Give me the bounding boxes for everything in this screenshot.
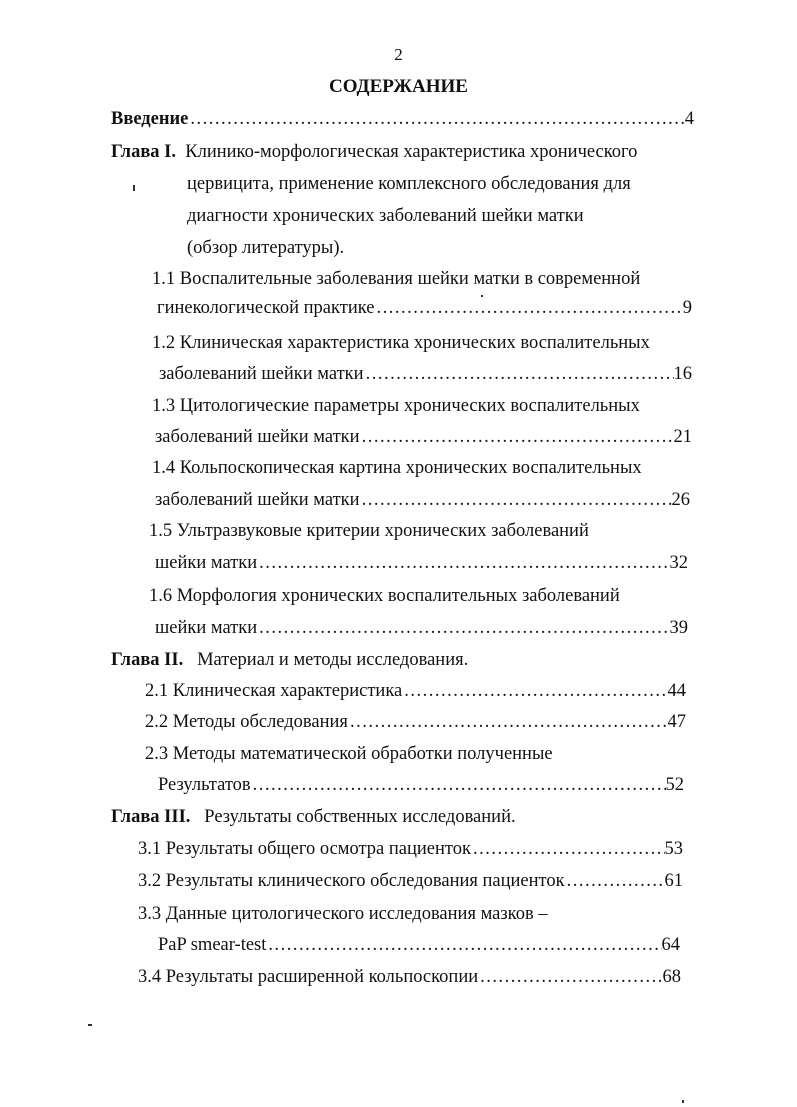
toc-entry-1-1 (157, 297, 692, 319)
toc-entry-2-2 (145, 711, 686, 733)
toc-entry-3-3-line: 3.3 Данные цитологического исследования мазков – (138, 904, 548, 924)
page-number: 2 (394, 45, 403, 64)
chapter-prefix: Глава III. (111, 807, 191, 827)
toc-entry-3-2 (138, 870, 683, 892)
dot-leader (188, 108, 684, 130)
toc-entry-2-1 (145, 680, 686, 702)
toc-label: 2.1 Клиническая характеристика (145, 681, 403, 701)
toc-entry-3-3 (158, 934, 680, 956)
toc-label: Введение (111, 109, 189, 129)
chapter-prefix: Глава I. (111, 142, 177, 162)
toc-entry-1-2 (159, 363, 692, 385)
chapter-title-line: Результаты собственных исследований. (204, 807, 516, 827)
chapter-prefix: Глава II. (111, 650, 184, 670)
toc-entry-1-4 (155, 489, 690, 511)
dot-leader (364, 363, 674, 385)
toc-entry-1-6 (155, 617, 688, 639)
dot-leader (471, 838, 665, 860)
dot-leader (374, 297, 682, 319)
toc-entry-1-5-line: 1.5 Ультразвуковые критерии хронических заболеваний (149, 521, 589, 541)
toc-entry-2-3 (158, 774, 684, 796)
dot-leader (402, 680, 667, 702)
dot-leader (360, 489, 672, 511)
toc-label: 2.2 Методы обследования (145, 712, 348, 732)
toc-page: 32 (669, 553, 688, 573)
chapter-title-line: Материал и методы исследования. (197, 650, 469, 670)
chapter-title-line: цервицита, применение комплексного обследования для (187, 174, 631, 194)
toc-label: 3.4 Результаты расширенной кольпоскопии (138, 967, 479, 987)
toc-entry-1-4-line: 1.4 Кольпоскопическая картина хронических воспалительных (152, 458, 642, 478)
toc-label: 3.1 Результаты общего осмотра пациенток (138, 839, 471, 859)
toc-label: Результатов (158, 775, 251, 795)
chapter-1-heading (111, 141, 637, 163)
scan-speck (682, 1100, 684, 1103)
toc-page: 4 (684, 109, 694, 129)
chapter-title-line: Клинико-морфологическая характеристика хронического (185, 142, 638, 162)
toc-entry-1-1-line: 1.1 Воспалительные заболевания шейки матки в современной (152, 269, 641, 289)
toc-page: 16 (673, 364, 692, 384)
toc-page: 47 (667, 712, 686, 732)
chapter-3-heading (111, 806, 516, 828)
toc-entry-intro (111, 108, 694, 130)
dot-leader (478, 966, 662, 988)
toc-page: 61 (664, 871, 683, 891)
chapter-title-line: (обзор литературы). (187, 238, 345, 258)
toc-entry-3-4 (138, 966, 681, 988)
dot-leader (348, 711, 668, 733)
dot-leader (360, 426, 674, 448)
page-title: СОДЕРЖАНИЕ (329, 76, 468, 97)
chapter-title-line: диагности хронических заболеваний шейки матки (187, 206, 584, 226)
dot-leader (266, 934, 661, 956)
scan-speck (133, 185, 135, 191)
dot-leader (257, 552, 669, 574)
toc-entry-1-5 (155, 552, 688, 574)
toc-page: 52 (665, 775, 684, 795)
toc-page: 68 (662, 967, 681, 987)
toc-label: гинекологической практике (157, 298, 375, 318)
toc-entry-3-1 (138, 838, 683, 860)
toc-page: 26 (671, 490, 690, 510)
toc-page: 39 (669, 618, 688, 638)
chapter-2-heading (111, 649, 468, 671)
toc-label: заболеваний шейки матки (155, 427, 360, 447)
toc-label: 3.2 Результаты клинического обследования пациенток (138, 871, 565, 891)
toc-label: заболеваний шейки матки (159, 364, 364, 384)
scan-speck (481, 295, 483, 297)
dot-leader (565, 870, 665, 892)
toc-page: 64 (661, 935, 680, 955)
toc-page: 44 (667, 681, 686, 701)
dot-leader (251, 774, 666, 796)
toc-entry-2-3-line: 2.3 Методы математической обработки полученные (145, 744, 553, 764)
toc-label: PaP smear-test (158, 935, 267, 955)
scan-speck (88, 1024, 92, 1026)
toc-page: 53 (664, 839, 683, 859)
toc-page: 21 (673, 427, 692, 447)
toc-entry-1-6-line: 1.6 Морфология хронических воспалительных заболеваний (149, 586, 620, 606)
toc-entry-1-3-line: 1.3 Цитологические параметры хронических воспалительных (152, 396, 640, 416)
toc-label: шейки матки (155, 618, 258, 638)
toc-entry-1-2-line: 1.2 Клиническая характеристика хронических воспалительных (152, 333, 650, 353)
toc-label: шейки матки (155, 553, 258, 573)
toc-entry-1-3 (155, 426, 692, 448)
toc-page: 9 (682, 298, 692, 318)
dot-leader (257, 617, 669, 639)
toc-label: заболеваний шейки матки (155, 490, 360, 510)
